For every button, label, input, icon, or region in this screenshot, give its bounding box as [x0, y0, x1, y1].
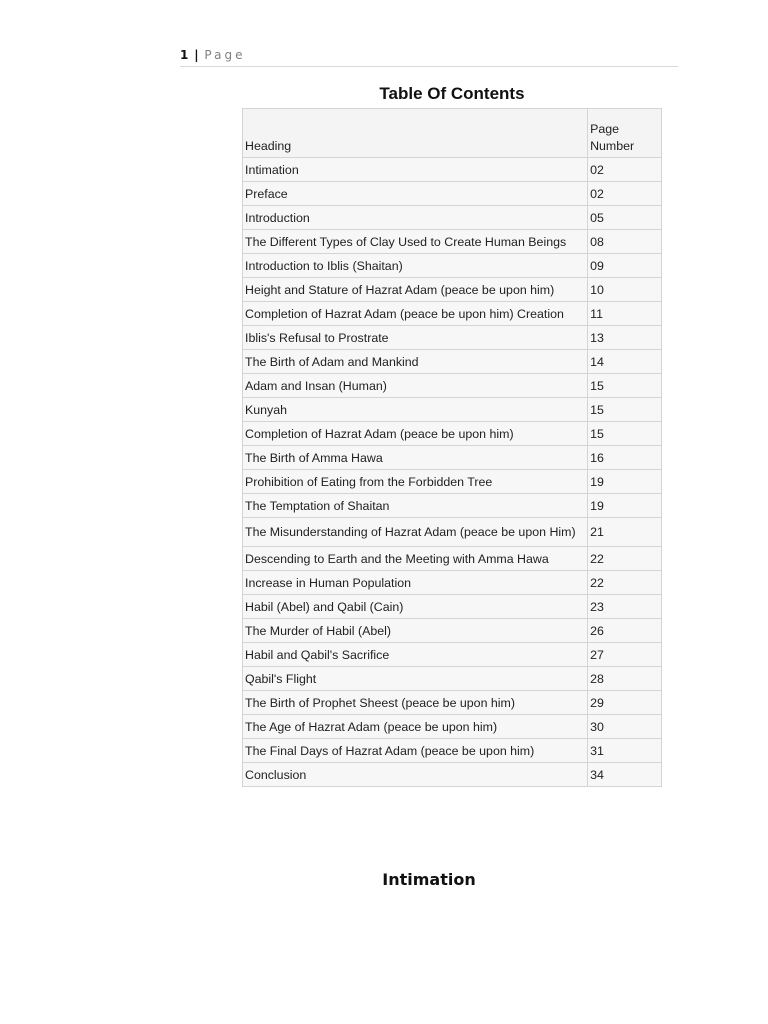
toc-row: [243, 643, 662, 667]
toc-row-page: 02: [588, 158, 662, 182]
toc-row: [243, 739, 662, 763]
toc-row-page: 27: [588, 643, 662, 667]
toc-row-heading: The Murder of Habil (Abel): [243, 619, 588, 643]
toc-row-heading: Descending to Earth and the Meeting with Amma Hawa: [243, 547, 588, 571]
toc-row-page: 11: [588, 302, 662, 326]
toc-row-heading: The Birth of Amma Hawa: [243, 446, 588, 470]
toc-title: Table Of Contents: [379, 84, 525, 103]
toc-row: [243, 278, 662, 302]
toc-row-heading: Adam and Insan (Human): [243, 374, 588, 398]
toc-row-page: 28: [588, 667, 662, 691]
page-number: 1: [180, 48, 189, 62]
toc-row-heading: The Misunderstanding of Hazrat Adam (peace be upon Him): [243, 518, 588, 547]
toc-row-page: 15: [588, 398, 662, 422]
toc-row-page: 13: [588, 326, 662, 350]
toc-row-page: 23: [588, 595, 662, 619]
toc-row-heading: Height and Stature of Hazrat Adam (peace be upon him): [243, 278, 588, 302]
toc-row: [243, 470, 662, 494]
toc-row-page: 05: [588, 206, 662, 230]
toc-row-page: 08: [588, 230, 662, 254]
toc-row-heading: The Birth of Prophet Sheest (peace be upon him): [243, 691, 588, 715]
toc-row-page: 19: [588, 470, 662, 494]
toc-table: [242, 108, 662, 787]
toc-row: [243, 595, 662, 619]
toc-row-heading: Kunyah: [243, 398, 588, 422]
page-header: [180, 46, 678, 67]
toc-row-page: 19: [588, 494, 662, 518]
toc-row-heading: The Final Days of Hazrat Adam (peace be upon him): [243, 739, 588, 763]
toc-row: [243, 350, 662, 374]
toc-row-page: 26: [588, 619, 662, 643]
toc-row-heading: Conclusion: [243, 763, 588, 787]
section-title: Intimation: [382, 870, 476, 889]
toc-body: [243, 158, 662, 787]
toc-row: [243, 619, 662, 643]
toc-row-heading: Habil and Qabil's Sacrifice: [243, 643, 588, 667]
toc-row: [243, 446, 662, 470]
toc-row-heading: Habil (Abel) and Qabil (Cain): [243, 595, 588, 619]
toc-row-page: 22: [588, 547, 662, 571]
toc-row-heading: Preface: [243, 182, 588, 206]
toc-row-page: 09: [588, 254, 662, 278]
toc-row-heading: The Different Types of Clay Used to Create Human Beings: [243, 230, 588, 254]
toc-row: [243, 547, 662, 571]
toc-row: [243, 374, 662, 398]
toc-row-page: 29: [588, 691, 662, 715]
toc-row-heading: Qabil's Flight: [243, 667, 588, 691]
toc-row: [243, 398, 662, 422]
toc-row: [243, 206, 662, 230]
toc-row: [243, 326, 662, 350]
toc-row: [243, 158, 662, 182]
toc-row: [243, 182, 662, 206]
toc-row-heading: Prohibition of Eating from the Forbidden Tree: [243, 470, 588, 494]
toc-row: [243, 254, 662, 278]
toc-row-heading: Completion of Hazrat Adam (peace be upon him) Creation: [243, 302, 588, 326]
toc-row: [243, 763, 662, 787]
page-separator: |: [194, 48, 199, 62]
toc-row-heading: Introduction to Iblis (Shaitan): [243, 254, 588, 278]
toc-heading-column: [243, 109, 588, 158]
toc-row-page: 22: [588, 571, 662, 595]
toc-row: [243, 691, 662, 715]
toc-heading-label: Heading: [245, 139, 292, 153]
toc-row-page: 21: [588, 518, 662, 547]
toc-row: [243, 518, 662, 547]
toc-row-heading: Iblis's Refusal to Prostrate: [243, 326, 588, 350]
toc-row-page: 14: [588, 350, 662, 374]
toc-row: [243, 494, 662, 518]
toc-row-page: 10: [588, 278, 662, 302]
toc-row-page: 02: [588, 182, 662, 206]
toc-row-heading: Completion of Hazrat Adam (peace be upon him): [243, 422, 588, 446]
toc-header-row: [243, 109, 662, 158]
page-label: Page: [204, 48, 246, 62]
toc-page-label-line1: Page: [590, 122, 620, 136]
toc-row: [243, 422, 662, 446]
toc-page-column: [588, 109, 662, 158]
toc-row-page: 30: [588, 715, 662, 739]
toc-row-page: 34: [588, 763, 662, 787]
toc-row-heading: Introduction: [243, 206, 588, 230]
toc-row-page: 16: [588, 446, 662, 470]
toc-row: [243, 571, 662, 595]
toc-row-page: 31: [588, 739, 662, 763]
toc-row: [243, 715, 662, 739]
toc-page-label-line2: Number: [590, 139, 635, 153]
toc-row: [243, 230, 662, 254]
toc-row: [243, 302, 662, 326]
toc-row-page: 15: [588, 374, 662, 398]
toc-row-heading: The Age of Hazrat Adam (peace be upon him): [243, 715, 588, 739]
toc-row-heading: The Birth of Adam and Mankind: [243, 350, 588, 374]
toc-row-heading: The Temptation of Shaitan: [243, 494, 588, 518]
toc-row-heading: Intimation: [243, 158, 588, 182]
toc-row-page: 15: [588, 422, 662, 446]
toc-row-heading: Increase in Human Population: [243, 571, 588, 595]
toc-row: [243, 667, 662, 691]
